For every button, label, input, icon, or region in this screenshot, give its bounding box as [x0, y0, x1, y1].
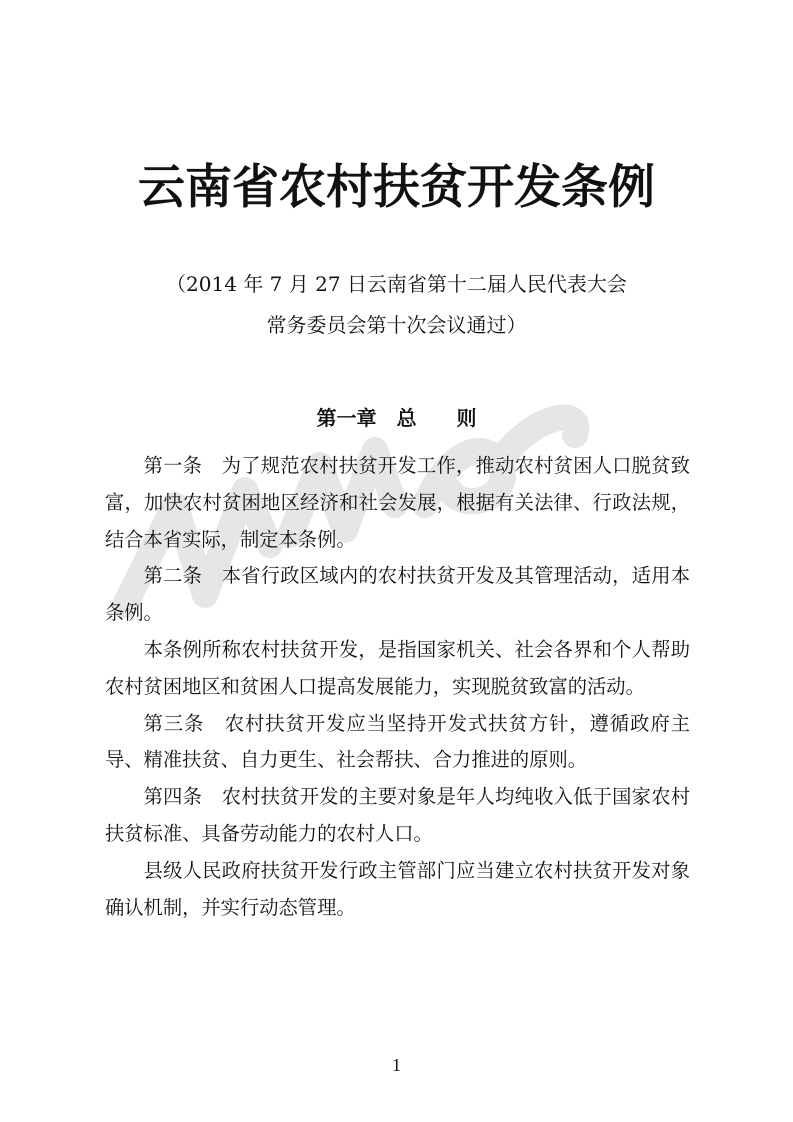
paragraph-article-4: [105, 779, 690, 853]
document-title: 云南省农村扶贫开发条例: [138, 160, 655, 215]
paragraph-article-2: [105, 558, 690, 632]
body-text: [105, 448, 690, 926]
document-subtitle-line-1: （2014 年 7 月 27 日云南省第十二届人民代表大会: [166, 272, 627, 296]
paragraph-text: 本条例所称农村扶贫开发，是指国家机关、社会各界和个人帮助农村贫困地区和贫困人口提高发展能力，实现脱贫致富的活动。: [105, 637, 690, 698]
paragraph-text: 县级人民政府扶贫开发行政主管部门应当建立农村扶贫开发对象确认机制，并实行动态管理。: [105, 858, 690, 919]
paragraph-text: 本省行政区域内的农村扶贫开发及其管理活动，适用本条例。: [105, 564, 691, 625]
paragraph-text: 农村扶贫开发应当坚持开发式扶贫方针，遵循政府主导、精准扶贫、自力更生、社会帮扶、合力推进的原则。: [105, 711, 691, 772]
paragraph-article-4-management: [105, 853, 690, 927]
article-label: 第三条: [143, 711, 205, 735]
paragraph-text: 农村扶贫开发的主要对象是年人均纯收入低于国家农村扶贫标准、具备劳动能力的农村人口。: [105, 785, 691, 845]
article-label: 第四条: [143, 785, 203, 809]
paragraph-article-1: [105, 448, 690, 558]
paragraph-text: 为了规范农村扶贫开发工作，推动农村贫困人口脱贫致富，加快农村贫困地区经济和社会发展，根据有关法律、行政法规，结合本省实际，制定本条例。: [105, 454, 691, 551]
page-number: 1: [392, 1055, 401, 1075]
article-label: 第二条: [143, 564, 203, 588]
paragraph-article-3: [105, 706, 690, 780]
document-subtitle-line-2: 常务委员会第十次会议通过）: [266, 313, 527, 337]
chapter-heading: 第一章 总 则: [316, 406, 477, 430]
article-label: 第一条: [143, 454, 203, 477]
paragraph-article-2-definition: [105, 632, 690, 706]
